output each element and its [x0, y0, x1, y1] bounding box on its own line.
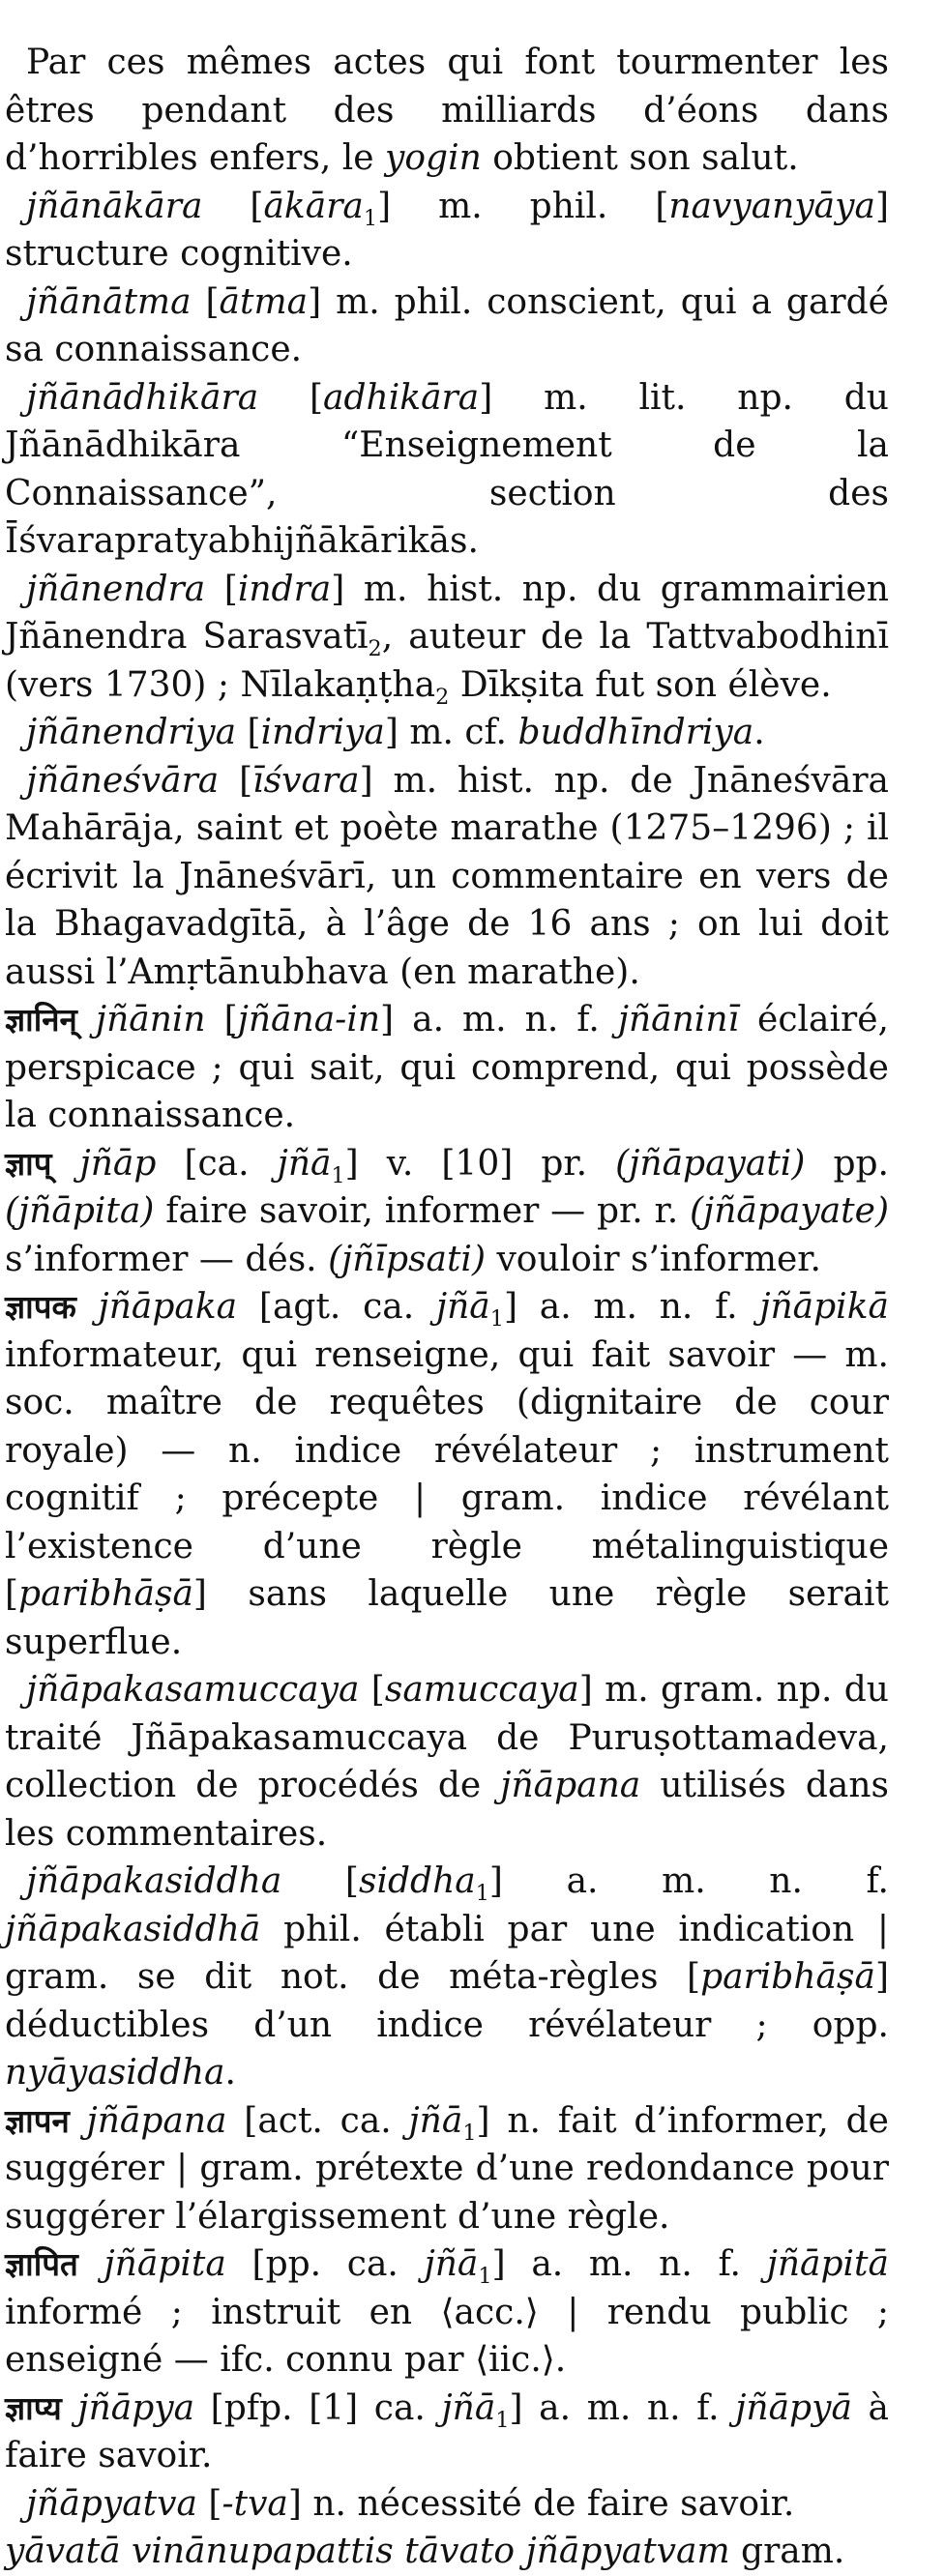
devanagari-headword: ज्ञापन [5, 2101, 70, 2140]
devanagari-headword: ज्ञाप् [5, 1144, 52, 1183]
dictionary-entry-jnap: ज्ञाप् jñāp [ca. jñā$_1$] v. [10] pr. (jñāpayati) pp. (jñāpita) faire savoir, informer — pr. r. (jñāpayate) s’informer — dés. (jñīpsati) vouloir s’informer. [5, 1143, 889, 1279]
dictionary-entry-jnanakara: jñānākāra [ākāra$_1$] m. phil. [navyanyāya] structure cognitive. [5, 186, 889, 274]
dictionary-entry-jnanatma: jñānātma [ātma] m. phil. conscient, qui a gardé sa connaissance. [5, 281, 889, 369]
dictionary-entry-jnapita: ज्ञापित jñāpita [pp. ca. jñā$_1$] a. m. n. f. jñāpitā informé ; instruit en ⟨acc.⟩ | rendu public ; enseigné — ifc. connu par ⟨iic.⟩. [5, 2244, 889, 2380]
dictionary-entry-continuation: Par ces mêmes actes qui font tourmenter les êtres pendant des milliards d’éons dans d’horribles enfers, le yogin obtient son salut. [5, 43, 889, 178]
dictionary-entry-jnapyatva: jñāpyatva [-tva] n. nécessité de faire savoir. [26, 2483, 795, 2524]
devanagari-headword: ज्ञापित [5, 2245, 78, 2283]
dictionary-entry-jnanendriya: jñānendriya [indriya] m. cf. buddhīndriya. [26, 713, 765, 752]
dictionary-entry-jnapana: ज्ञापन jñāpana [act. ca. jñā$_1$] n. fait d’informer, de suggérer | gram. prétexte d’une redondance pour suggérer l’élargissement d’une règle. [5, 2100, 889, 2237]
dictionary-page [5, 39, 889, 2576]
dictionary-entry-jnapakasiddha: jñāpakasiddha [siddha$_1$] a. m. n. f. jñāpakasiddhā phil. établi par une indication | gram. se dit not. de méta-règles [paribhāṣā] déductibles d’un indice révélateur ; opp. nyāyasiddha. [5, 1861, 889, 2093]
dictionary-entry-jnanadhikara: jñānādhikāra [adhikāra] m. lit. np. du Jñānādhikāra “Enseignement de la Connaissance”, section des Īśvarapratyabhijñākārikās. [5, 377, 889, 561]
dictionary-entry-jnanin: ज्ञानिन् jñānin [jñāna-in] a. m. n. f. jñāninī éclairé, perspicace ; qui sait, qui comprend, qui possède la connaissance. [5, 1000, 889, 1135]
devanagari-headword: ज्ञानिन् [5, 1001, 77, 1039]
dictionary-entry-jnapaka: ज्ञापक jñāpaka [agt. ca. jñā$_1$] a. m. n. f. jñāpikā informateur, qui renseigne, qui fait savoir — m. soc. maître de requêtes (dignitaire de cour royale) — n. indice révélateur ; instrument cognitif ; précepte | gram. indice révélant l’existence d’une règle métalinguistique [paribhāṣā] sans laquelle une règle serait superflue. [5, 1287, 889, 1662]
dictionary-entry-quote: yāvatā vinānupapattis tāvato jñāpyatvam gram. [5, 2532, 845, 2571]
dictionary-entry-jnanendra: jñānendra [indra] m. hist. np. du grammairien Jñānendra Sarasvatī$_2$, auteur de la Tattvabodhinī (vers 1730) ; Nīlakaṇṭha$_2$ Dīkṣita fut son élève. [5, 569, 889, 710]
devanagari-headword: ज्ञापक [5, 1288, 76, 1326]
dictionary-entry-jnanesvara: jñāneśvāra [īśvara] m. hist. np. de Jnāneśvāra Mahārāja, saint et poète marathe (1275–1296) ; il écrivit la Jnāneśvārī, un commentaire en vers de la Bhagavadgītā, à l’âge de 16 ans ; on lui doit aussi l’Amṛtānubhava (en marathe). [5, 760, 889, 992]
dictionary-entry-jnapya: ज्ञाप्य jñāpya [pfp. [1] ca. jñā$_1$] a. m. n. f. jñāpyā à faire savoir. [5, 2387, 889, 2475]
devanagari-headword: ज्ञाप्य [5, 2388, 62, 2427]
dictionary-entry-jnapakasamuccaya: jñāpakasamuccaya [samuccaya] m. gram. np. du traité Jñāpakasamuccaya de Puruṣottamadeva, collection de procédés de jñāpana utilisés dans les commentaires. [5, 1670, 889, 1854]
